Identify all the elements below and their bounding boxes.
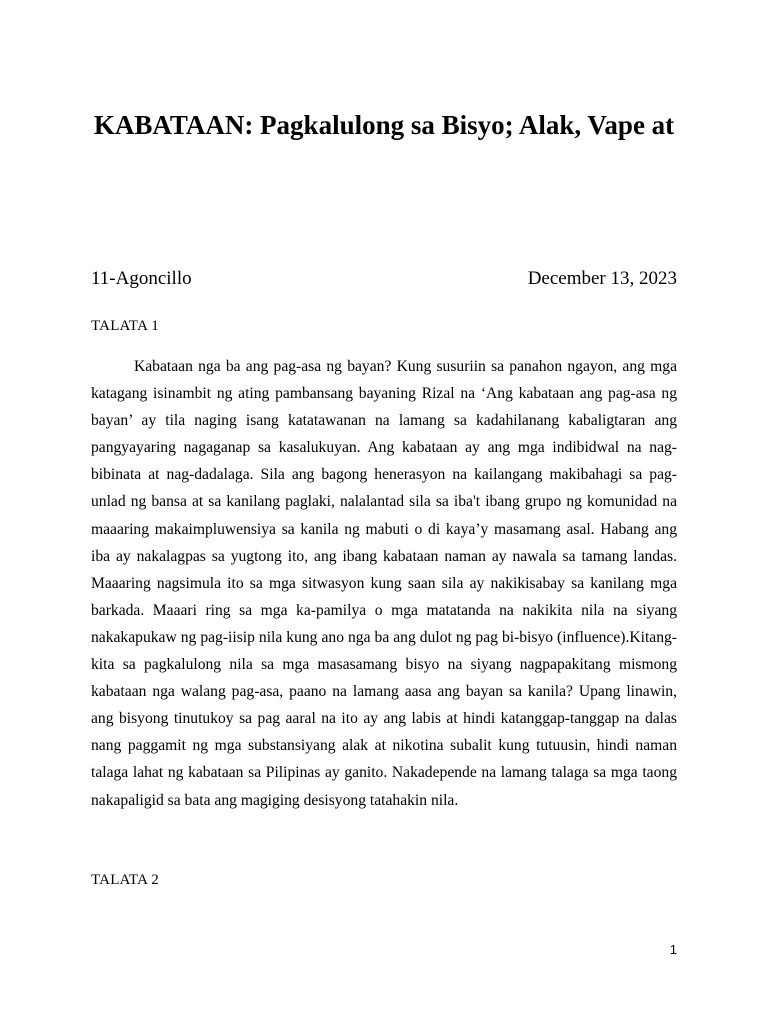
paragraph-label-2: TALATA 2 <box>91 872 159 888</box>
paragraph-body-1: Kabataan nga ba ang pag-asa ng bayan? Kung susuriin sa panahon ngayon, ang mga katagang isinambit ng ating pambansang bayaning Rizal na ‘Ang kabataan ang pag-asa ng bayan’ ay tila naging isang katatawanan na lamang sa kadahilanang kabaligtaran ang pangyayaring nagaganap sa kasalukuyan. Ang kabataan ay ang mga indibidwal na nag-bibinata at nag-dadalaga. Sila ang bagong henerasyon na kailangang makibahagi sa pag-unlad ng bansa at sa kanilang paglaki, nalalantad sila sa iba't ibang grupo ng komunidad na maaaring makaimpluwensiya sa kanila ng mabuti o di kaya’y masamang asal. Habang ang iba ay nakalagpas sa yugtong ito, ang ibang kabataan naman ay nawala sa tamang landas. Maaaring nagsimula ito sa mga sitwasyon kung saan sila ay nakikisabay sa kanilang mga barkada. Maaari ring sa mga ka-pamilya o mga matatanda na nakikita nila na siyang nakakapukaw ng pag-iisip nila kung ano nga ba ang dulot ng pag bi-bisyo (influence).Kitang-kita sa pagkalulong nila sa mga masasamang bisyo na siyang nagpapakitang mismong kabataan nga walang pag-asa, paano na lamang aasa ang bayan sa kanila? Upang linawin, ang bisyong tinutukoy sa pag aaral na ito ay ang labis at hindi katanggap-tanggap na dalas nang paggamit ng mga substansiyang alak at nikotina subalit kung tutuusin, hindi naman talaga lahat ng kabataan sa Pilipinas ay ganito. Nakadepende na lamang talaga sa mga taong nakapaligid sa bata ang magiging desisyong tatahakin nila. <box>91 358 677 809</box>
document-title: KABATAAN: Pagkalulong sa Bisyo; Alak, Vape at <box>93 110 675 140</box>
section-name: 11-Agoncillo <box>91 268 192 289</box>
document-date: December 13, 2023 <box>527 268 677 289</box>
header-meta <box>91 266 677 292</box>
page-number: 1 <box>669 942 677 957</box>
paragraph-label-1: TALATA 1 <box>91 318 159 334</box>
